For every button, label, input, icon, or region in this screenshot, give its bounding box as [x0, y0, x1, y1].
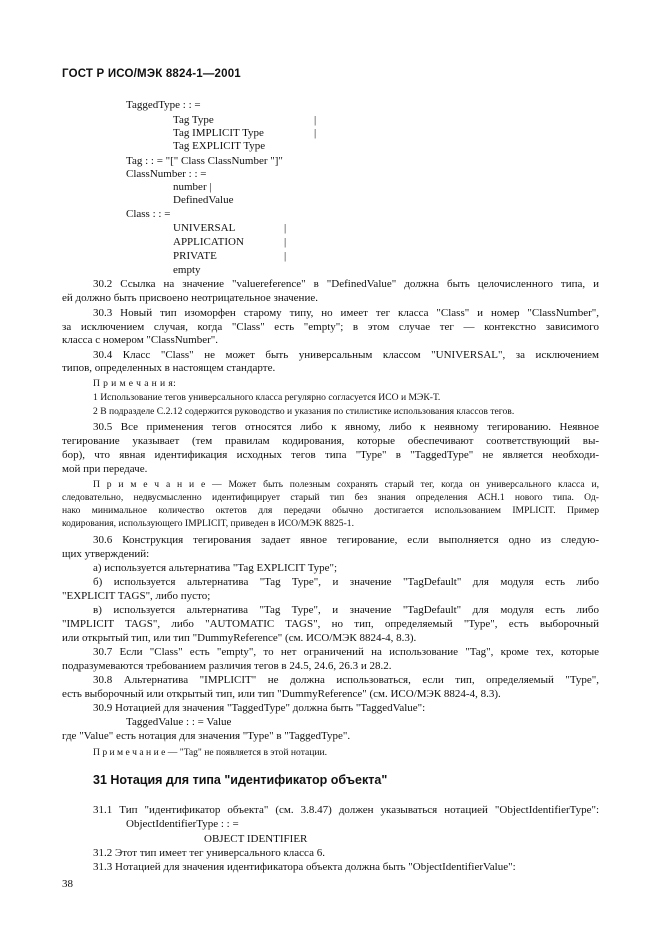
paragraph-line: 30.7 Если "Class" есть "empty", то нет ограничений на использование "Tag", кроме тех, которые: [93, 646, 599, 658]
grammar-bar: |: [314, 114, 317, 126]
paragraph-line: 31.2 Этот тип имеет тег универсального класса 6.: [93, 847, 325, 859]
paragraph-line: 30.5 Все применения тегов относятся либо к явному, либо к неявному тегированию. Неявное: [93, 421, 599, 433]
list-item: а) используется альтернатива "Tag EXPLICIT Type";: [93, 562, 338, 574]
grammar-bar: |: [314, 127, 317, 139]
grammar-alt: DefinedValue: [173, 194, 234, 206]
grammar-tag: Tag : : = "[" Class ClassNumber "]": [126, 155, 283, 167]
paragraph-line: 30.2 Ссылка на значение "valuereference" в "DefinedValue" должна быть целочисленного типа, и: [93, 278, 599, 290]
grammar-alt: number |: [173, 181, 212, 193]
list-item: б) используется альтернатива "Tag Type", и значение "TagDefault" для модуля есть либо: [93, 576, 599, 588]
paragraph-line: есть выборочный или открытый тип, или тип "DummyReference" (см. ИСО/МЭК 8824-4, 8.3).: [62, 688, 501, 700]
grammar-alt: APPLICATION: [173, 236, 244, 248]
grammar-alt: Tag Type: [173, 114, 214, 126]
note-line: 1 Использование тегов универсального класса регулярно согласуется ИСО и МЭК-Т.: [93, 392, 441, 403]
paragraph-line: подразумеваются требованием различия тегов в 24.5, 24.6, 26.3 и 28.2.: [62, 660, 392, 672]
paragraph-line: мой при передаче.: [62, 463, 148, 475]
paragraph-line: 31.1 Тип "идентификатор объекта" (см. 3.8.47) должен указываться нотацией "ObjectIdentifierType":: [93, 804, 599, 816]
grammar-alt: Tag EXPLICIT Type: [173, 140, 266, 152]
paragraph-line: 30.6 Конструкция тегирования задает явное тегирование, если выполняется одно из следую-: [93, 534, 599, 546]
paragraph-line: 30.8 Альтернатива "IMPLICIT" не должна использоваться, если тип, определяемый "Type",: [93, 674, 599, 686]
note-line: кодирования, использующего IMPLICIT, приведен в ИСО/МЭК 8825-1.: [62, 518, 354, 529]
note-line: П р и м е ч а н и е — Может быть полезным сохранять старый тег, когда он универсального класса и,: [93, 479, 599, 490]
grammar-line: OBJECT IDENTIFIER: [204, 833, 308, 845]
note-line: нако минимальное количество октетов для передачи обычно достигается использованием IMPLICIT. Пример: [62, 505, 599, 516]
grammar-tagged-type: TaggedType : : =: [126, 99, 201, 111]
paragraph-line: за исключением случая, когда "Class" есть "empty"; в этом случае тег — контекстно зависимого: [62, 321, 599, 333]
list-item: в) используется альтернатива "Tag Type", и значение "TagDefault" для модуля есть либо: [93, 604, 599, 616]
grammar-line: TaggedValue : : = Value: [126, 716, 232, 728]
paragraph-line: "EXPLICIT TAGS", либо пусто;: [62, 590, 211, 602]
grammar-bar: |: [284, 222, 287, 234]
paragraph-line: 31.3 Нотацией для значения идентификатора объекта должна быть "ObjectIdentifierValue":: [93, 861, 516, 873]
grammar-alt: PRIVATE: [173, 250, 217, 262]
note-line: следовательно, недвусмысленно идентифицирует старый тип без знания определения АСН.1 нового типа. Од-: [62, 492, 599, 503]
document-header: ГОСТ Р ИСО/МЭК 8824-1—2001: [62, 68, 241, 80]
paragraph-line: тегирование указывает (тем правилам кодирования, которые обеспечивают соответствующий вы-: [62, 435, 599, 447]
paragraph-line: или открытый тип, или тип "DummyReference" (см. ИСО/МЭК 8824-4, 8.3).: [62, 632, 417, 644]
paragraph-line: 30.9 Нотацией для значения "TaggedType" должна быть "TaggedValue":: [93, 702, 426, 714]
paragraph-line: щих утверждений:: [62, 548, 150, 560]
paragraph-line: класса с номером "ClassNumber".: [62, 334, 219, 346]
grammar-alt: empty: [173, 264, 201, 276]
note-line: П р и м е ч а н и е — "Tag" не появляется в этой нотации.: [93, 747, 328, 758]
paragraph-line: 30.3 Новый тип изоморфен старому типу, но имеет тег класса "Class" и номер "ClassNumber",: [93, 307, 599, 319]
paragraph-line: 30.4 Класс "Class" не может быть универсальным классом "UNIVERSAL", за исключением: [93, 349, 599, 361]
paragraph-line: "IMPLICIT TAGS", либо "AUTOMATIC TAGS", но тип, определяемый "Type", есть выборочный: [62, 618, 599, 630]
grammar-alt: UNIVERSAL: [173, 222, 236, 234]
paragraph-line: где "Value" есть нотация для значения "Type" в "TaggedType".: [62, 730, 351, 742]
grammar-line: ObjectIdentifierType : : =: [126, 818, 239, 830]
paragraph-line: типов, определенных в настоящем стандарте.: [62, 362, 276, 374]
section-heading: 31 Нотация для типа "идентификатор объекта": [93, 773, 388, 787]
grammar-bar: |: [284, 250, 287, 262]
notes-label: П р и м е ч а н и я:: [93, 378, 177, 389]
note-line: 2 В подразделе С.2.12 содержится руководство и указания по стилистике использования классов тегов.: [93, 406, 515, 417]
page-number: 38: [62, 878, 73, 890]
paragraph-line: бор), что явная идентификация исходных тегов типа "Type" в "TaggedType" не является необходи-: [62, 449, 599, 461]
grammar-class: Class : : =: [126, 208, 171, 220]
grammar-class-number: ClassNumber : : =: [126, 168, 207, 180]
grammar-alt: Tag IMPLICIT Type: [173, 127, 264, 139]
grammar-bar: |: [284, 236, 287, 248]
paragraph-line: ей должно быть присвоено неотрицательное значение.: [62, 292, 318, 304]
